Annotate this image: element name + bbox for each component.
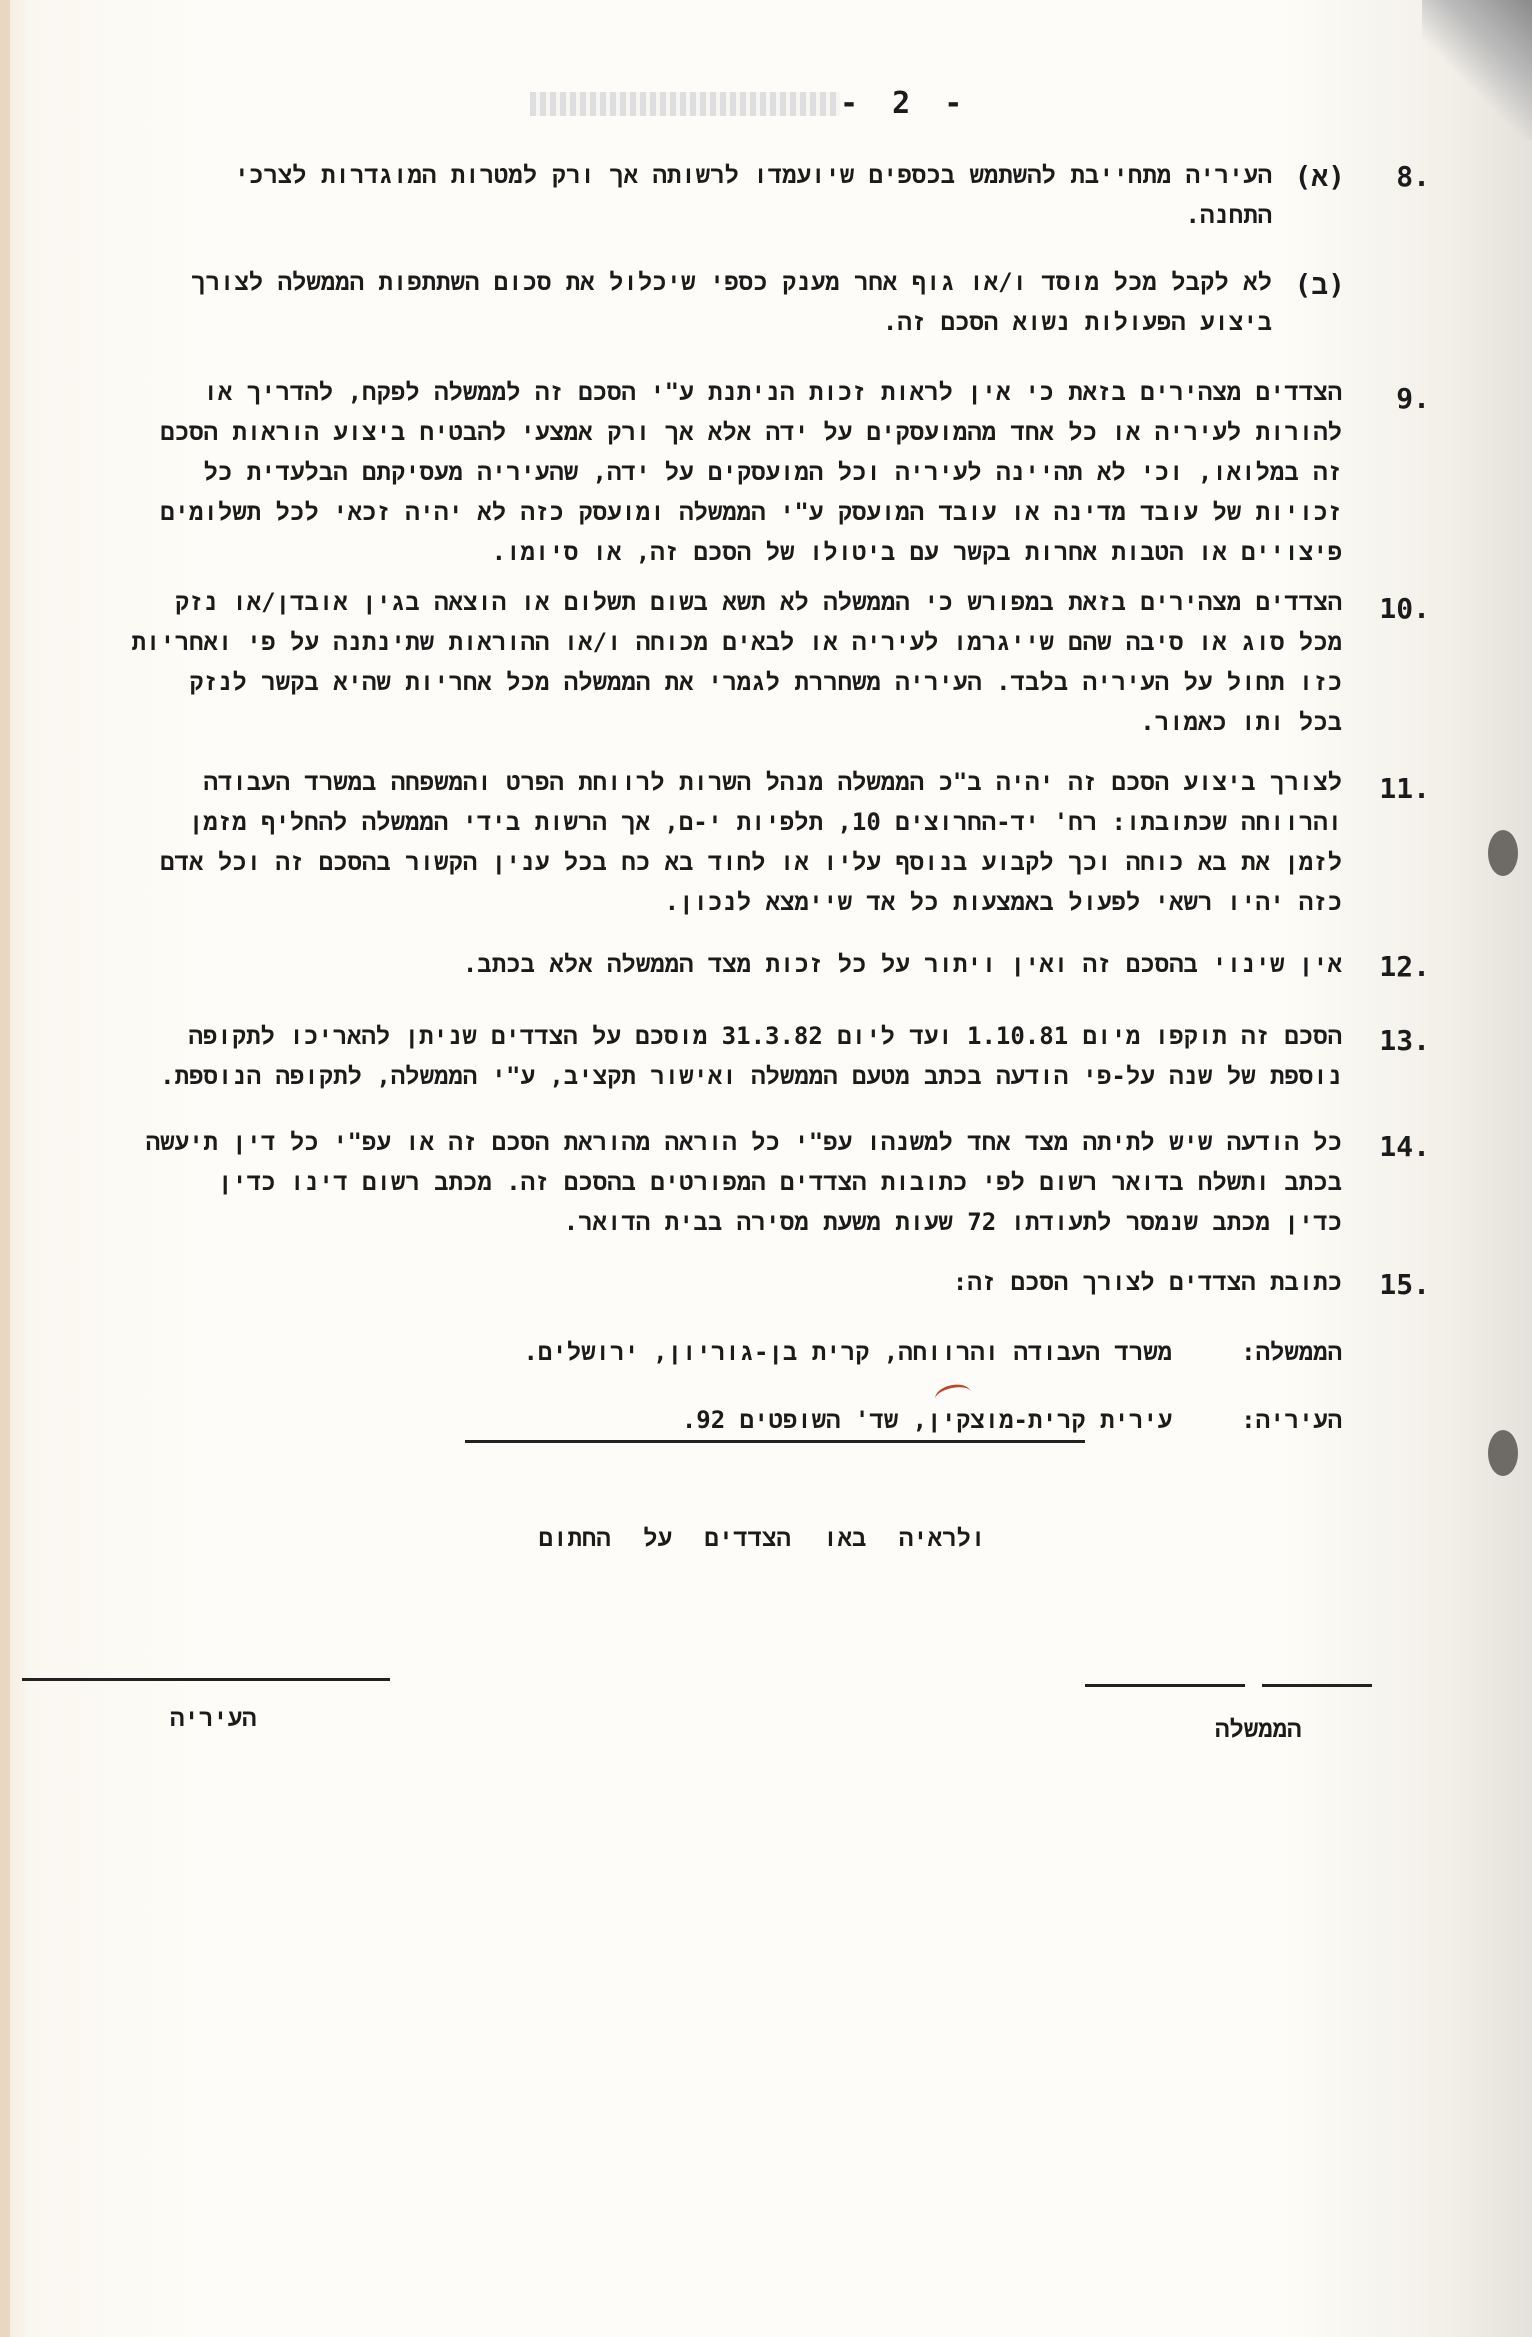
text-line: הצדדים מצהירים בזאת כי אין לראות זכות הניתנת ע"י הסכם זה לממשלה לפקח, להדריך או bbox=[203, 378, 1342, 406]
address-underline bbox=[465, 1440, 1085, 1443]
section-15 bbox=[42, 1262, 1342, 1302]
text-line: להורות לעיריה או כל אחד מהמועסקים על ידה אלא אך ורק אמצעי להבטיח ביצוע הוראות הסכם bbox=[160, 418, 1342, 446]
text-line: כזו תחול על העיריה בלבד. העיריה משחררת לגמרי את הממשלה מכל אחריות שהיא בקשר לנזק bbox=[189, 668, 1342, 696]
text-line: כזה יהיו רשאי לפעול באמצעות כל אד שיימצא לנכון. bbox=[664, 888, 1342, 916]
section-number: 11. bbox=[1379, 772, 1430, 805]
text-line: בכל ותו כאמור. bbox=[1140, 708, 1342, 736]
section-8b bbox=[162, 262, 1272, 342]
signature-line-government-b bbox=[1262, 1684, 1372, 1687]
section-number: 9. bbox=[1396, 382, 1430, 415]
text-line: כל הודעה שיש לתיתה מצד אחד למשנהו עפ"י כל הוראה מהוראת הסכם זה או עפ"י כל דין תיעשה bbox=[145, 1128, 1342, 1156]
faint-letterhead bbox=[530, 92, 840, 116]
page-number: - 2 - bbox=[840, 86, 971, 121]
text-line: הסכם זה תוקפו מיום 1.10.81 ועד ליום 31.3.82 מוסכם על הצדדים שניתן להאריכו לתקופה bbox=[188, 1022, 1342, 1050]
section-8a bbox=[162, 155, 1272, 235]
text-line: מכל סוג או סיבה שהם שייגרמו לעיריה או לבאים מכוחה ו/או ההוראות שתינתנה על פי ואחריות bbox=[131, 628, 1342, 656]
punch-hole-bottom bbox=[1488, 1430, 1518, 1476]
section-number: 14. bbox=[1379, 1130, 1430, 1163]
address-government: משרד העבודה והרווחה, קרית בן-גוריון, ירושלים. bbox=[523, 1338, 1172, 1366]
section-number: 13. bbox=[1379, 1024, 1430, 1057]
section-11 bbox=[42, 762, 1342, 922]
text-line: כדין מכתב שנמסר לתעודתו 72 שעות משעת מסירה בבית הדואר. bbox=[563, 1208, 1342, 1236]
text-line: זה במלואו, וכי לא תהיינה לעיריה וכל המועסקים על ידה, שהעיריה מעסיקתם הבלעדית כל bbox=[203, 458, 1342, 486]
text-line: פיצויים או הטבות אחרות בקשר עם ביטולו של הסכם זה, או סיומו. bbox=[491, 538, 1342, 566]
subsection-marker: (א) bbox=[1294, 160, 1345, 193]
section-number: 10. bbox=[1379, 592, 1430, 625]
section-number: 15. bbox=[1379, 1268, 1430, 1301]
corner-fold bbox=[1422, 0, 1532, 140]
section-13 bbox=[42, 1016, 1342, 1096]
text-line: לזמן את בא כוחה וכך לקבוע בנוסף עליו או לחוד בא כח בכל ענין הקשור בהסכם זה וכל אדם bbox=[160, 848, 1342, 876]
section-number: 12. bbox=[1379, 950, 1430, 983]
section-10 bbox=[42, 582, 1342, 742]
section-14 bbox=[42, 1122, 1342, 1242]
section-12 bbox=[42, 944, 1342, 984]
subsection-marker: (ב) bbox=[1294, 268, 1345, 301]
text-line: זכויות של עובד מדינה או עובד המועסק ע"י הממשלה ומועסק כזה לא יהיה זכאי לכל תשלומים bbox=[160, 498, 1342, 526]
text-line: העיריה מתחייבת להשתמש בכספים שיועמדו לרשותה אך ורק למטרות המוגדרות לצרכי bbox=[234, 161, 1272, 189]
punch-hole-top bbox=[1488, 830, 1518, 876]
signature-line-city bbox=[22, 1678, 390, 1681]
text-line: הצדדים מצהירים בזאת במפורש כי הממשלה לא תשא בשום תשלום או הוצאה בגין אובדן/או נזק bbox=[174, 588, 1342, 616]
text-line: לצורך ביצוע הסכם זה יהיה ב"כ הממשלה מנהל השרות לרווחת הפרט והמשפחה במשרד העבודה bbox=[203, 768, 1342, 796]
text-line: כתובת הצדדים לצורך הסכם זה: bbox=[952, 1268, 1342, 1296]
closing-line: ולראיה באו הצדדים על החתום bbox=[538, 1524, 986, 1552]
text-line: אין שינוי בהסכם זה ואין ויתור על כל זכות מצד הממשלה אלא בכתב. bbox=[462, 950, 1342, 978]
address-city: עירית קרית-מוצקין, שד' השופטים 92. bbox=[681, 1406, 1172, 1434]
signature-line-government-a bbox=[1085, 1684, 1245, 1687]
signature-label-government: הממשלה bbox=[1215, 1715, 1302, 1743]
text-line: נוספת של שנה על-פי הודעה בכתב מטעם הממשלה ואישור תקציב, ע"י הממשלה, לתקופה הנוספת. bbox=[160, 1062, 1342, 1090]
section-9 bbox=[62, 372, 1342, 572]
text-line: ביצוע הפעולות נשוא הסכם זה. bbox=[882, 308, 1272, 336]
text-line: התחנה. bbox=[1185, 201, 1272, 229]
address-label-city: העיריה: bbox=[1241, 1406, 1342, 1434]
text-line: והרווחה שכתובתו: רח' יד-החרוצים 10, תלפיות י-ם, אך הרשות בידי הממשלה להחליף מזמן bbox=[188, 808, 1342, 836]
address-label-government: הממשלה: bbox=[1241, 1338, 1342, 1366]
paper-edge bbox=[0, 0, 10, 2337]
text-line: לא לקבל מכל מוסד ו/או גוף אחר מענק כספי שיכלול את סכום השתתפות הממשלה לצורך bbox=[191, 268, 1272, 296]
text-line: בכתב ותשלח בדואר רשום לפי כתובות הצדדים המפורטים בהסכם זה. מכתב רשום דינו כדין bbox=[217, 1168, 1342, 1196]
signature-label-city: העיריה bbox=[170, 1704, 257, 1732]
section-number: 8. bbox=[1396, 160, 1430, 193]
